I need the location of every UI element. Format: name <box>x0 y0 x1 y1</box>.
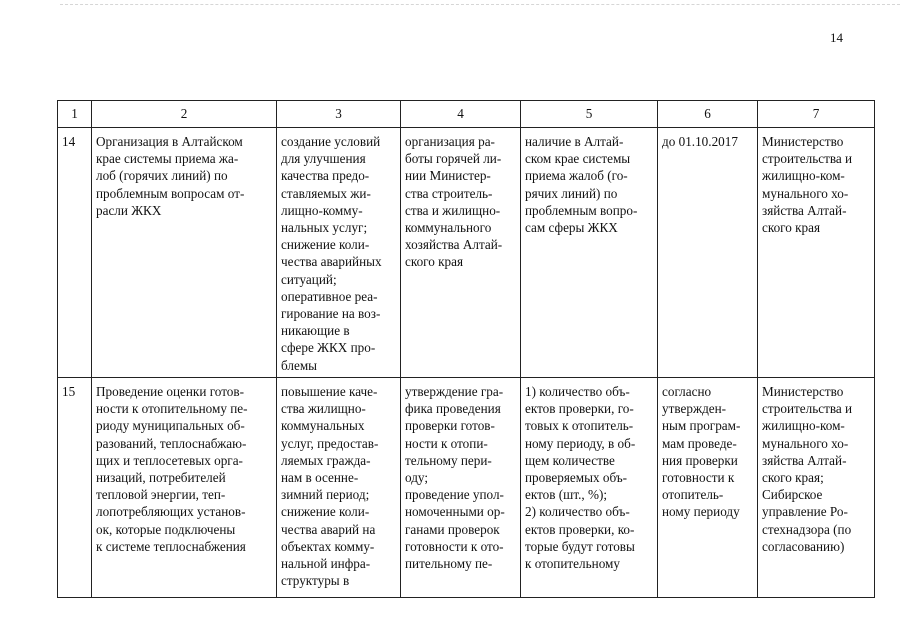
deadline-cell: до 01.10.2017 <box>658 128 758 378</box>
responsible-cell: Министерство строительства и жилищно-ком- мунального хо- зяйства Алтай- ского края; Сибирское управление Ро- стехнадзора (по согласованию) <box>758 378 875 598</box>
scan-edge <box>60 4 900 6</box>
indicator-cell: наличие в Алтай- ском крае системы приема жалоб (го- рячих линий) по проблемным вопро- сам сферы ЖКХ <box>521 128 658 378</box>
column-header: 2 <box>92 101 277 128</box>
measures-table <box>57 100 875 598</box>
deadline-cell: согласно утвержден- ным програм- мам проведе- ния проверки готовности к отопитель- ному периоду <box>658 378 758 598</box>
action-cell: Проведение оценки готов- ности к отопительному пе- риоду муниципальных об- разований, теплоснабжаю- щих и теплосетевых орга- низаций, потребителей тепловой энергии, теп- лопотребляющих установ- ок, которые подключены к системе теплоснабжения <box>92 378 277 598</box>
responsible-cell: Министерство строительства и жилищно-ком- мунального хо- зяйства Алтай- ского края <box>758 128 875 378</box>
result-cell: утверждение гра- фика проведения проверки готов- ности к отопи- тельному пери- оду; проведение упол- номоченными ор- ганами проверок готовности к ото- пительному пе- <box>401 378 521 598</box>
action-cell: Организация в Алтайском крае системы приема жа- лоб (горячих линий) по проблемным вопросам от- расли ЖКХ <box>92 128 277 378</box>
column-header: 1 <box>58 101 92 128</box>
result-cell: организация ра- боты горячей ли- нии Министер- ства строитель- ства и жилищно- коммунального хозяйства Алтай- ского края <box>401 128 521 378</box>
goal-cell: создание условий для улучшения качества предо- ставляемых жи- лищно-комму- нальных услуг; снижение коли- чества аварийных ситуаций; оперативное реа- гирование на воз- никающие в сфере ЖКХ про- блемы <box>277 128 401 378</box>
row-number-cell: 15 <box>58 378 92 598</box>
column-header: 5 <box>521 101 658 128</box>
goal-cell: повышение каче- ства жилищно- коммунальных услуг, предостав- ляемых гражда- нам в осенне- зимний период; снижение коли- чества аварий на объектах комму- нальной инфра- структуры в <box>277 378 401 598</box>
table-row <box>58 378 875 598</box>
column-header: 3 <box>277 101 401 128</box>
indicator-cell: 1) количество объ- ектов проверки, го- товых к отопитель- ному периоду, в об- щем количестве проверяемых объ- ектов (шт., %); 2) количество объ- ектов проверки, ко- торые будут готовы к отопительному <box>521 378 658 598</box>
page-number: 14 <box>830 30 843 45</box>
column-header: 7 <box>758 101 875 128</box>
column-header: 6 <box>658 101 758 128</box>
column-header: 4 <box>401 101 521 128</box>
table-row <box>58 128 875 378</box>
table-header-row <box>58 101 875 128</box>
row-number-cell: 14 <box>58 128 92 378</box>
